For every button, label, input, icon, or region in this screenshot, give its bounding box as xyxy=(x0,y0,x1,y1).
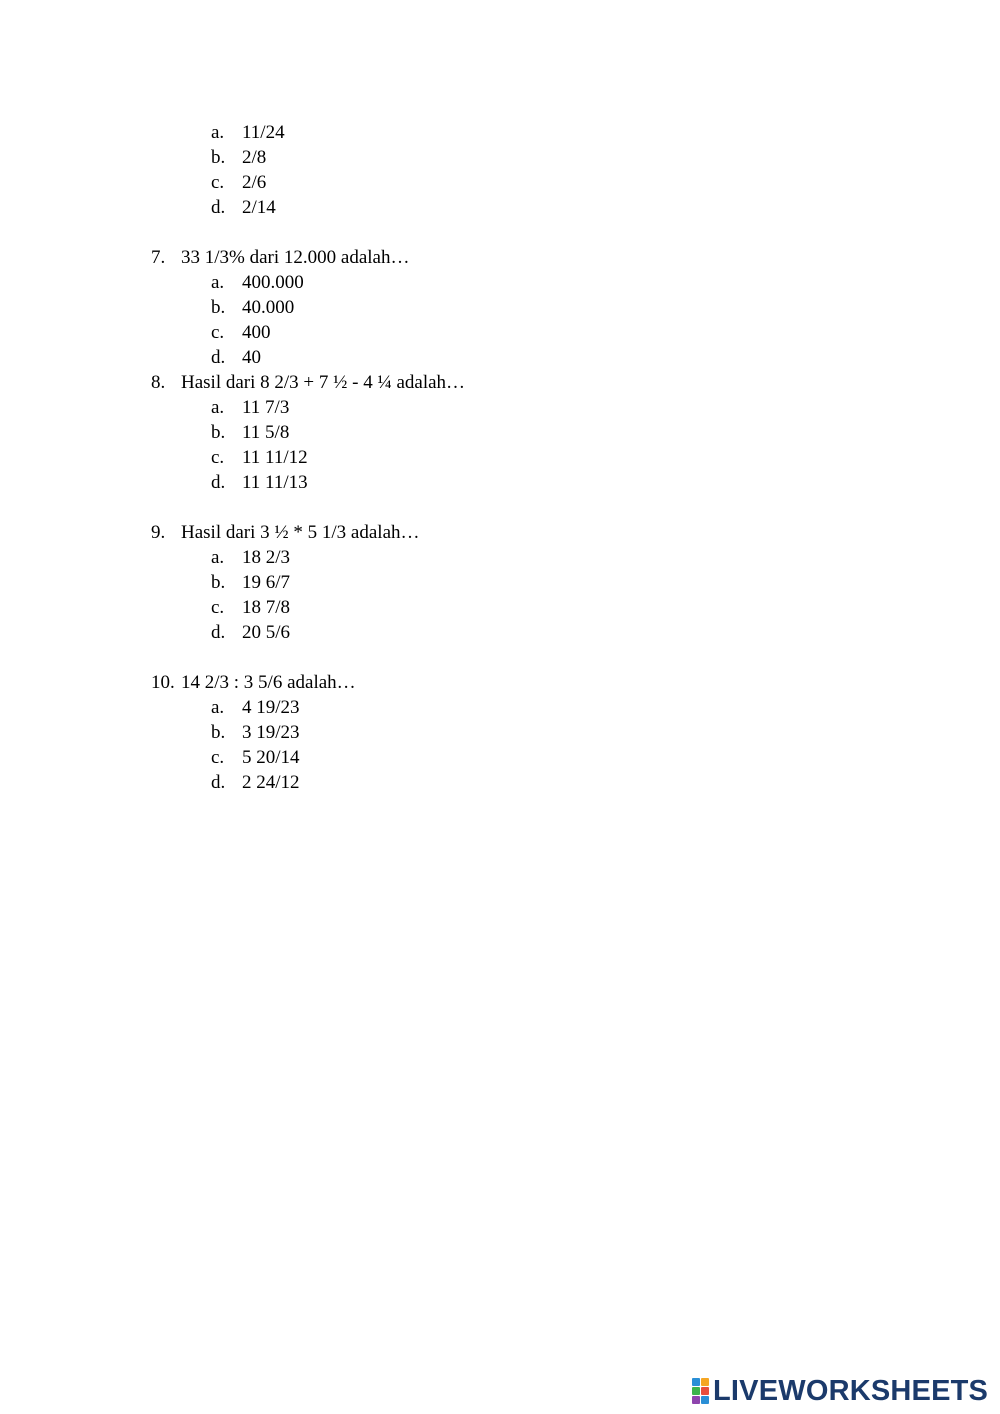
option-letter: b. xyxy=(211,147,226,168)
option-text: 20 5/6 xyxy=(242,622,291,643)
option-letter: b. xyxy=(211,297,226,318)
option-text: 5 20/14 xyxy=(242,747,300,768)
option-letter: c. xyxy=(211,172,225,193)
liveworksheets-logo xyxy=(692,1374,988,1408)
option-text: 2/8 xyxy=(242,147,267,168)
question-text: Hasil dari 8 2/3 + 7 ½ - 4 ¼ adalah… xyxy=(181,372,466,393)
option-text: 2 24/12 xyxy=(242,772,300,793)
option-text: 2/14 xyxy=(242,197,276,218)
question-number: 8. xyxy=(151,372,166,393)
option-letter: b. xyxy=(211,722,226,743)
option-letter: c. xyxy=(211,597,225,618)
option-letter: a. xyxy=(211,122,225,143)
option-text: 4 19/23 xyxy=(242,697,300,718)
option-text: 18 2/3 xyxy=(242,547,291,568)
option-letter: a. xyxy=(211,397,225,418)
option-letter: c. xyxy=(211,322,225,343)
option-letter: d. xyxy=(211,772,226,793)
question-text: 33 1/3% dari 12.000 adalah… xyxy=(181,247,410,268)
option-text: 11 5/8 xyxy=(242,422,290,443)
option-text: 3 19/23 xyxy=(242,722,300,743)
option-text: 11 11/12 xyxy=(242,447,308,468)
option-letter: a. xyxy=(211,547,225,568)
option-text: 400.000 xyxy=(242,272,304,293)
option-letter: c. xyxy=(211,447,225,468)
option-text: 11/24 xyxy=(242,122,285,143)
logo-mark-icon xyxy=(692,1378,709,1404)
option-letter: d. xyxy=(211,472,226,493)
question-number: 10. xyxy=(151,672,175,693)
logo-text: LIVEWORKSHEETS xyxy=(713,1375,989,1407)
option-letter: b. xyxy=(211,422,226,443)
option-text: 40.000 xyxy=(242,297,295,318)
option-text: 40 xyxy=(242,347,261,368)
question-text: Hasil dari 3 ½ * 5 1/3 adalah… xyxy=(181,522,420,543)
option-text: 19 6/7 xyxy=(242,572,291,593)
option-letter: c. xyxy=(211,747,225,768)
option-text: 400 xyxy=(242,322,271,343)
option-letter: a. xyxy=(211,697,225,718)
option-letter: d. xyxy=(211,622,226,643)
option-text: 11 7/3 xyxy=(242,397,290,418)
question-number: 7. xyxy=(151,247,166,268)
question-text: 14 2/3 : 3 5/6 adalah… xyxy=(181,672,356,693)
option-letter: d. xyxy=(211,347,226,368)
option-text: 2/6 xyxy=(242,172,267,193)
question-number: 9. xyxy=(151,522,166,543)
option-letter: a. xyxy=(211,272,225,293)
option-text: 11 11/13 xyxy=(242,472,308,493)
option-letter: b. xyxy=(211,572,226,593)
option-letter: d. xyxy=(211,197,226,218)
option-text: 18 7/8 xyxy=(242,597,291,618)
